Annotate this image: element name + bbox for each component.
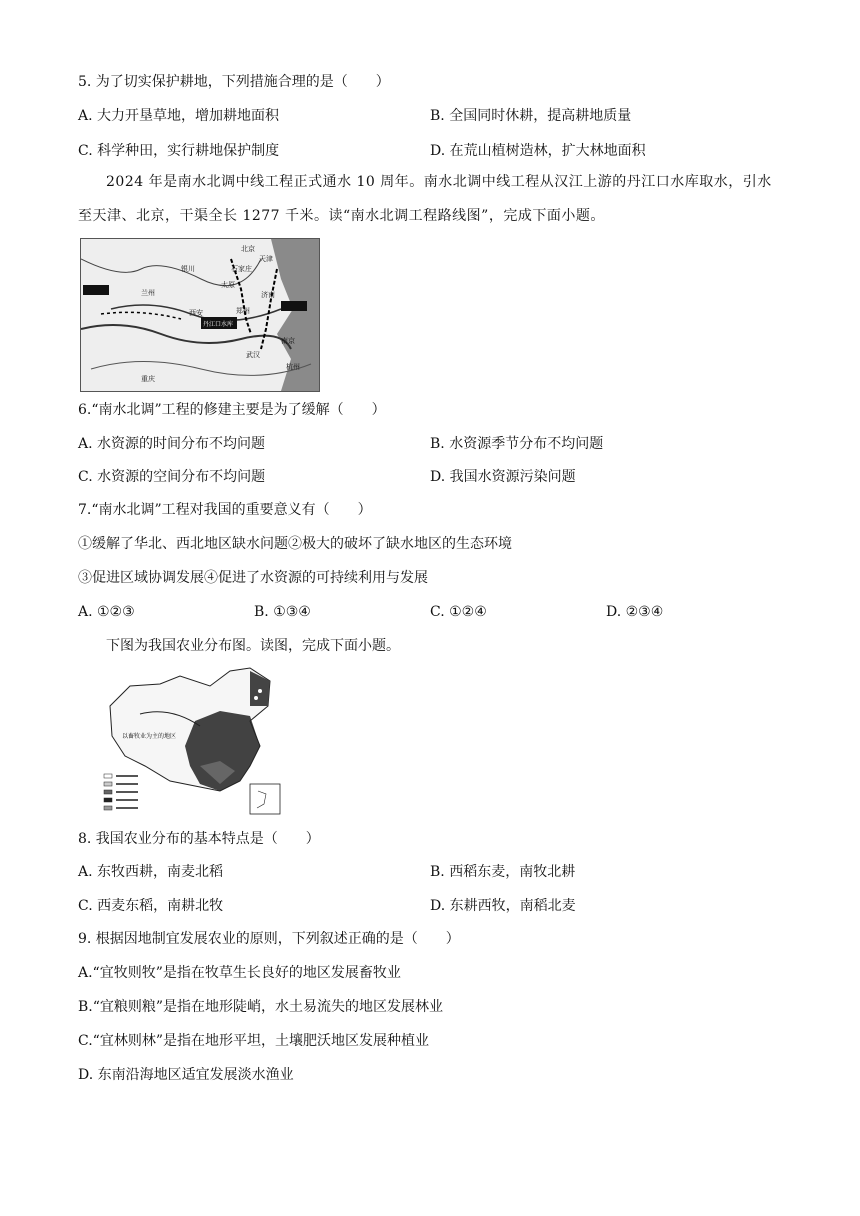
q8-option-c[interactable]: C. 西麦东稻，南耕北牧 bbox=[78, 898, 224, 914]
q5-option-c[interactable]: C. 科学种田，实行耕地保护制度 bbox=[78, 143, 280, 159]
q7-stem: 7.“南水北调”工程对我国的重要意义有（ ） bbox=[78, 502, 372, 518]
q6-option-c[interactable]: C. 水资源的空间分布不均问题 bbox=[78, 469, 266, 485]
water-diversion-map-svg bbox=[81, 239, 319, 391]
map1-label-danjiangkou: 丹江口水库 bbox=[203, 321, 234, 328]
map1-label-wuhan: 武汉 bbox=[246, 351, 260, 359]
q5-option-d[interactable]: D. 在荒山植树造林，扩大林地面积 bbox=[430, 143, 646, 159]
map2-herding-label: 以畜牧业为主的地区 bbox=[122, 733, 177, 740]
map1-label-shijiazhuang: 石家庄 bbox=[231, 265, 252, 273]
q9-option-d[interactable]: D. 东南沿海地区适宜发展淡水渔业 bbox=[78, 1067, 294, 1083]
passage-1-line-2: 至天津、北京，干渠全长 1277 千米。读“南水北调工程路线图”，完成下面小题。 bbox=[78, 208, 605, 224]
map1-label-yinchuan: 银川 bbox=[181, 265, 195, 273]
water-diversion-map bbox=[80, 238, 320, 392]
q6-option-a[interactable]: A. 水资源的时间分布不均问题 bbox=[78, 436, 266, 452]
q5-option-b[interactable]: B. 全国同时休耕，提高耕地质量 bbox=[430, 108, 632, 124]
q5-option-a[interactable]: A. 大力开垦草地，增加耕地面积 bbox=[78, 108, 280, 124]
q7-option-d[interactable]: D. ②③④ bbox=[606, 604, 664, 620]
q7-option-a[interactable]: A. ①②③ bbox=[78, 604, 135, 620]
map1-label-lanzhou: 兰州 bbox=[141, 289, 155, 297]
q9-stem: 9. 根据因地制宜发展农业的原则，下列叙述正确的是（ ） bbox=[78, 931, 460, 947]
q7-statement-2: ③促进区域协调发展④促进了水资源的可持续利用与发展 bbox=[78, 570, 428, 586]
map1-label-jinan: 济南 bbox=[261, 291, 275, 299]
q8-option-d[interactable]: D. 东耕西牧，南稻北麦 bbox=[430, 898, 576, 914]
agriculture-map bbox=[100, 666, 288, 818]
map1-label-tianjin: 天津 bbox=[259, 255, 273, 263]
q9-option-b[interactable]: B.“宜粮则粮”是指在地形陡峭，水土易流失的地区发展林业 bbox=[78, 999, 444, 1015]
q8-stem: 8. 我国农业分布的基本特点是（ ） bbox=[78, 831, 320, 847]
q9-option-c[interactable]: C.“宜林则林”是指在地形平坦，土壤肥沃地区发展种植业 bbox=[78, 1033, 429, 1049]
map1-label-beijing: 北京 bbox=[241, 245, 255, 253]
q5-stem: 5. 为了切实保护耕地，下列措施合理的是（ ） bbox=[78, 74, 390, 90]
agriculture-legend bbox=[104, 774, 138, 810]
agriculture-map-svg bbox=[100, 666, 288, 818]
q8-option-a[interactable]: A. 东牧西耕，南麦北稻 bbox=[78, 864, 224, 880]
q7-option-b[interactable]: B. ①③④ bbox=[254, 604, 311, 620]
q7-option-c[interactable]: C. ①②④ bbox=[430, 604, 487, 620]
q6-option-d[interactable]: D. 我国水资源污染问题 bbox=[430, 469, 576, 485]
q7-statement-1: ①缓解了华北、西北地区缺水问题②极大的破坏了缺水地区的生态环境 bbox=[78, 536, 512, 552]
map1-label-xian: 西安 bbox=[189, 309, 203, 317]
map1-label-taiyuan: 太原 bbox=[221, 281, 235, 289]
passage-1-line-1: 2024 年是南水北调中线工程正式通水 10 周年。南水北调中线工程从汉江上游的丹江口水库取水，引水 bbox=[106, 174, 772, 190]
q9-option-a[interactable]: A.“宜牧则牧”是指在牧草生长良好的地区发展畜牧业 bbox=[78, 965, 401, 981]
passage-2: 下图为我国农业分布图。读图，完成下面小题。 bbox=[106, 638, 400, 654]
q8-option-b[interactable]: B. 西稻东麦，南牧北耕 bbox=[430, 864, 576, 880]
map1-label-nanjing: 南京 bbox=[281, 337, 295, 345]
map1-label-hangzhou: 杭州 bbox=[286, 363, 300, 371]
passage-1 bbox=[78, 165, 798, 233]
map1-label-chongqing: 重庆 bbox=[141, 375, 155, 383]
q6-stem: 6.“南水北调”工程的修建主要是为了缓解（ ） bbox=[78, 402, 386, 418]
q6-option-b[interactable]: B. 水资源季节分布不均问题 bbox=[430, 436, 604, 452]
map1-label-zhengzhou: 郑州 bbox=[236, 307, 250, 315]
